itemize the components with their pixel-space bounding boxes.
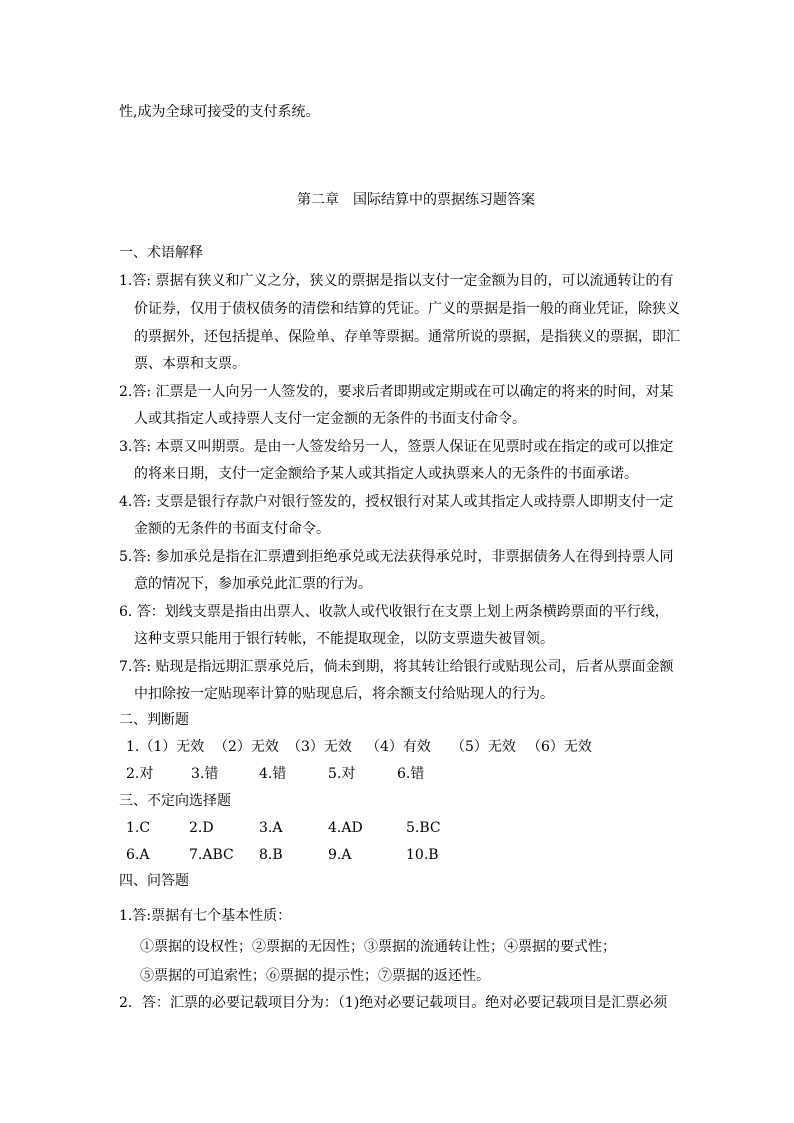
chapter-title: 第二章 国际结算中的票据练习题答案: [297, 192, 535, 208]
judgment-answer: （5）无效: [451, 739, 516, 755]
answer-line: 6. 答：划线支票是指由出票人、收款人或代收银行在支票上划上两条横跨票面的平行线，: [119, 604, 669, 620]
answer-line: 的将来日期，支付一定金额给予某人或其指定人或执票来人的无条件的书面承诺。: [134, 466, 638, 482]
answer-line: 这种支票只能用于银行转帐，不能提取现金，以防支票遗失被冒领。: [134, 631, 554, 647]
choice-answer: 9.A: [328, 847, 352, 863]
answer-line: 3.答: 本票又叫期票。是由一人签发给另一人，签票人保证在见票时或在指定的或可以推定: [119, 439, 674, 455]
judgment-answer: （2）无效: [214, 739, 279, 755]
answer-line: 价证券，仅用于债权债务的清偿和结算的凭证。广义的票据是指一般的商业凭证，除狭义: [134, 301, 680, 317]
qa-answer-line: 1.答:票据有七个基本性质：: [119, 908, 292, 924]
judgment-answer: 6.错: [397, 766, 425, 782]
section-heading-choice: 三、不定向选择题: [119, 793, 231, 809]
choice-answer: 5.BC: [406, 820, 441, 836]
answer-line: 2.答: 汇票是一人向另一人签发的，要求后者即期或定期或在可以确定的将来的时间，对某: [119, 384, 674, 400]
judgment-answer: （3）无效: [287, 739, 352, 755]
judgment-answer: （6）无效: [527, 739, 592, 755]
judgment-answer: 3.错: [191, 766, 219, 782]
answer-line: 金额的无条件的书面支付命令。: [134, 521, 330, 537]
answer-line: 5.答: 参加承兑是指在汇票遭到拒绝承兑或无法获得承兑时，非票据债务人在得到持票人同: [119, 549, 674, 565]
judgment-answer: （4）有效: [366, 739, 431, 755]
choice-answer: 2.D: [189, 820, 214, 836]
judgment-answer: 1.（1）无效: [126, 739, 205, 755]
choice-answer: 4.AD: [328, 820, 363, 836]
answer-line: 意的情况下，参加承兑此汇票的行为。: [134, 576, 372, 592]
judgment-answer: 5.对: [328, 766, 356, 782]
qa-answer-line: 2．答：汇票的必要记载项目分为：（1)绝对必要记载项目。绝对必要记载项目是汇票必须: [119, 995, 668, 1011]
choice-answer: 7.ABC: [189, 847, 234, 863]
choice-answer: 10.B: [406, 847, 439, 863]
section-heading-qa: 四、问答题: [119, 873, 189, 889]
choice-answer: 6.A: [126, 847, 150, 863]
answer-line: 1.答: 票据有狭义和广义之分，狭义的票据是指以支付一定金额为目的，可以流通转让的有: [119, 273, 674, 289]
continuation-text: 性,成为全球可接受的支付系统。: [119, 104, 320, 120]
judgment-answer: 2.对: [126, 766, 154, 782]
judgment-answer: 4.错: [259, 766, 287, 782]
section-heading-judgment: 二、判断题: [119, 712, 189, 728]
answer-line: 的票据外，还包括提单、保险单、存单等票据。通常所说的票据，是指狭义的票据，即汇: [134, 329, 680, 345]
qa-answer-line: ⑤票据的可追索性；⑥票据的提示性；⑦票据的返还性。: [140, 968, 490, 984]
choice-answer: 1.C: [126, 820, 151, 836]
choice-answer: 3.A: [259, 820, 283, 836]
qa-answer-line: ①票据的设权性；②票据的无因性；③票据的流通转让性；④票据的要式性；: [140, 939, 616, 955]
answer-line: 人或其指定人或持票人支付一定金额的无条件的书面支付命令。: [134, 411, 526, 427]
section-heading-terms: 一、术语解释: [119, 245, 203, 261]
answer-line: 7.答: 贴现是指远期汇票承兑后，倘未到期，将其转让给银行或贴现公司，后者从票面金额: [119, 659, 674, 675]
answer-line: 票、本票和支票。: [134, 356, 246, 372]
answer-line: 中扣除按一定贴现率计算的贴现息后，将余额支付给贴现人的行为。: [134, 686, 554, 702]
answer-line: 4.答: 支票是银行存款户对银行签发的，授权银行对某人或其指定人或持票人即期支付一定: [119, 494, 674, 510]
choice-answer: 8.B: [259, 847, 283, 863]
